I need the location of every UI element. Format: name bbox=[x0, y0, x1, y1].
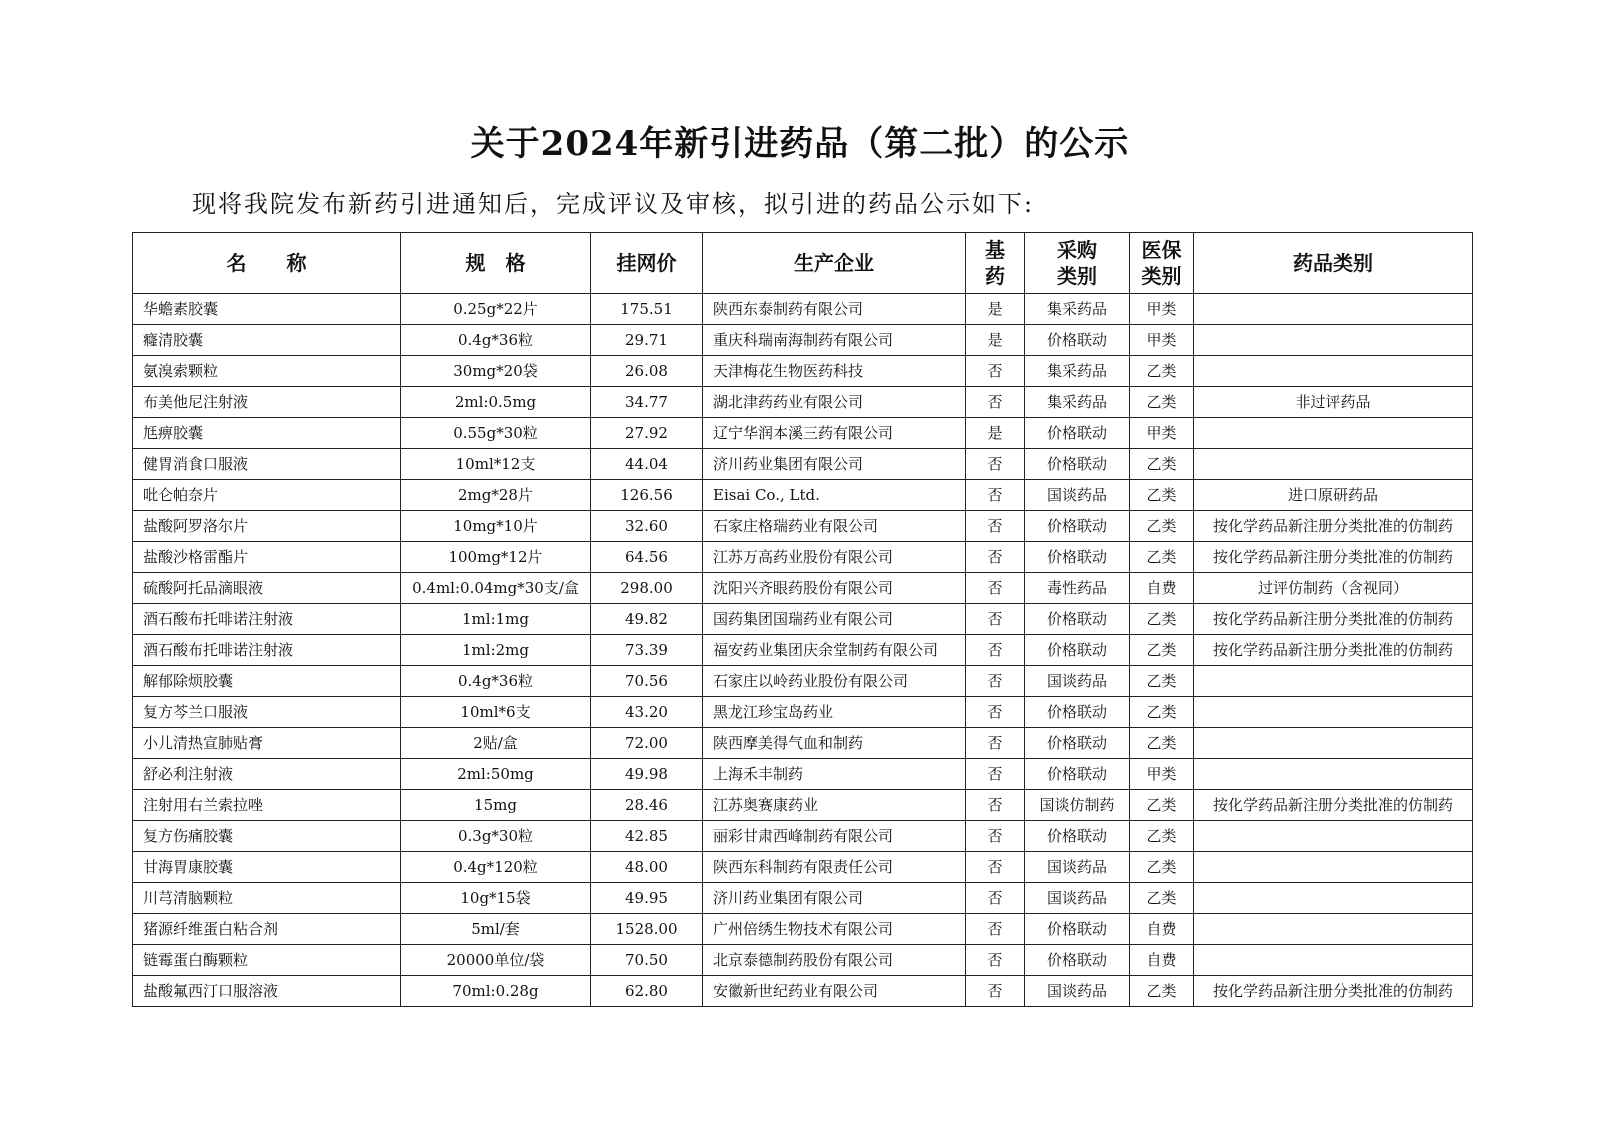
cell-spec: 0.4g*120粒 bbox=[401, 852, 591, 883]
cell-insurance: 乙类 bbox=[1130, 449, 1194, 480]
cell-purchase: 集采药品 bbox=[1025, 294, 1130, 325]
cell-essential: 否 bbox=[966, 604, 1025, 635]
cell-name: 癃清胶囊 bbox=[133, 325, 401, 356]
cell-price: 44.04 bbox=[591, 449, 703, 480]
cell-insurance: 乙类 bbox=[1130, 821, 1194, 852]
cell-name: 解郁除烦胶囊 bbox=[133, 666, 401, 697]
cell-name: 华蟾素胶囊 bbox=[133, 294, 401, 325]
cell-category: 按化学药品新注册分类批准的仿制药 bbox=[1194, 976, 1473, 1007]
cell-name: 布美他尼注射液 bbox=[133, 387, 401, 418]
table-row bbox=[133, 573, 1473, 604]
cell-name: 川芎清脑颗粒 bbox=[133, 883, 401, 914]
cell-spec: 20000单位/袋 bbox=[401, 945, 591, 976]
cell-essential: 否 bbox=[966, 480, 1025, 511]
cell-price: 29.71 bbox=[591, 325, 703, 356]
cell-essential: 否 bbox=[966, 945, 1025, 976]
table-body bbox=[133, 294, 1473, 1007]
cell-purchase: 价格联动 bbox=[1025, 325, 1130, 356]
cell-spec: 0.3g*30粒 bbox=[401, 821, 591, 852]
cell-insurance: 自费 bbox=[1130, 914, 1194, 945]
cell-essential: 否 bbox=[966, 821, 1025, 852]
cell-category: 按化学药品新注册分类批准的仿制药 bbox=[1194, 542, 1473, 573]
cell-category bbox=[1194, 883, 1473, 914]
cell-essential: 否 bbox=[966, 759, 1025, 790]
cell-company: 陕西摩美得气血和制药 bbox=[703, 728, 966, 759]
table-row bbox=[133, 821, 1473, 852]
cell-insurance: 乙类 bbox=[1130, 387, 1194, 418]
cell-company: 福安药业集团庆余堂制药有限公司 bbox=[703, 635, 966, 666]
cell-spec: 0.55g*30粒 bbox=[401, 418, 591, 449]
cell-category bbox=[1194, 852, 1473, 883]
cell-purchase: 价格联动 bbox=[1025, 542, 1130, 573]
cell-spec: 10g*15袋 bbox=[401, 883, 591, 914]
cell-price: 49.95 bbox=[591, 883, 703, 914]
cell-spec: 2贴/盒 bbox=[401, 728, 591, 759]
cell-spec: 0.4g*36粒 bbox=[401, 325, 591, 356]
cell-purchase: 毒性药品 bbox=[1025, 573, 1130, 604]
cell-essential: 否 bbox=[966, 790, 1025, 821]
cell-name: 小儿清热宣肺贴膏 bbox=[133, 728, 401, 759]
cell-essential: 否 bbox=[966, 356, 1025, 387]
cell-spec: 1ml:2mg bbox=[401, 635, 591, 666]
cell-price: 72.00 bbox=[591, 728, 703, 759]
header-price: 挂网价 bbox=[591, 233, 703, 294]
cell-price: 34.77 bbox=[591, 387, 703, 418]
header-name: 名 称 bbox=[133, 233, 401, 294]
cell-name: 吡仑帕奈片 bbox=[133, 480, 401, 511]
table-row bbox=[133, 449, 1473, 480]
cell-name: 链霉蛋白酶颗粒 bbox=[133, 945, 401, 976]
cell-insurance: 乙类 bbox=[1130, 635, 1194, 666]
cell-category: 按化学药品新注册分类批准的仿制药 bbox=[1194, 790, 1473, 821]
cell-purchase: 价格联动 bbox=[1025, 759, 1130, 790]
cell-price: 298.00 bbox=[591, 573, 703, 604]
cell-name: 盐酸阿罗洛尔片 bbox=[133, 511, 401, 542]
header-category: 药品类别 bbox=[1194, 233, 1473, 294]
table-row bbox=[133, 728, 1473, 759]
cell-purchase: 国谈药品 bbox=[1025, 480, 1130, 511]
cell-spec: 2ml:50mg bbox=[401, 759, 591, 790]
cell-purchase: 价格联动 bbox=[1025, 945, 1130, 976]
cell-essential: 否 bbox=[966, 728, 1025, 759]
cell-insurance: 乙类 bbox=[1130, 697, 1194, 728]
cell-category bbox=[1194, 759, 1473, 790]
cell-company: 安徽新世纪药业有限公司 bbox=[703, 976, 966, 1007]
cell-company: 天津梅花生物医药科技 bbox=[703, 356, 966, 387]
cell-purchase: 国谈药品 bbox=[1025, 976, 1130, 1007]
table-row bbox=[133, 697, 1473, 728]
cell-insurance: 乙类 bbox=[1130, 852, 1194, 883]
intro-paragraph: 现将我院发布新药引进通知后，完成评议及审核，拟引进的药品公示如下: bbox=[192, 190, 1035, 218]
cell-company: 济川药业集团有限公司 bbox=[703, 449, 966, 480]
cell-spec: 1ml:1mg bbox=[401, 604, 591, 635]
cell-company: 石家庄格瑞药业有限公司 bbox=[703, 511, 966, 542]
cell-company: 丽彩甘肃西峰制药有限公司 bbox=[703, 821, 966, 852]
cell-spec: 2ml:0.5mg bbox=[401, 387, 591, 418]
cell-spec: 70ml:0.28g bbox=[401, 976, 591, 1007]
cell-essential: 否 bbox=[966, 666, 1025, 697]
cell-purchase: 价格联动 bbox=[1025, 449, 1130, 480]
cell-insurance: 乙类 bbox=[1130, 511, 1194, 542]
cell-insurance: 乙类 bbox=[1130, 976, 1194, 1007]
cell-company: 济川药业集团有限公司 bbox=[703, 883, 966, 914]
cell-category bbox=[1194, 728, 1473, 759]
cell-essential: 是 bbox=[966, 418, 1025, 449]
table-row bbox=[133, 418, 1473, 449]
table-row bbox=[133, 883, 1473, 914]
cell-category bbox=[1194, 945, 1473, 976]
cell-name: 舒必利注射液 bbox=[133, 759, 401, 790]
cell-purchase: 国谈药品 bbox=[1025, 666, 1130, 697]
cell-essential: 否 bbox=[966, 697, 1025, 728]
cell-category: 非过评药品 bbox=[1194, 387, 1473, 418]
cell-price: 1528.00 bbox=[591, 914, 703, 945]
cell-purchase: 国谈药品 bbox=[1025, 883, 1130, 914]
cell-name: 酒石酸布托啡诺注射液 bbox=[133, 635, 401, 666]
cell-essential: 否 bbox=[966, 883, 1025, 914]
cell-price: 43.20 bbox=[591, 697, 703, 728]
cell-essential: 是 bbox=[966, 294, 1025, 325]
header-spec: 规 格 bbox=[401, 233, 591, 294]
cell-name: 猪源纤维蛋白粘合剂 bbox=[133, 914, 401, 945]
cell-purchase: 价格联动 bbox=[1025, 697, 1130, 728]
cell-insurance: 乙类 bbox=[1130, 356, 1194, 387]
cell-insurance: 甲类 bbox=[1130, 759, 1194, 790]
cell-purchase: 价格联动 bbox=[1025, 635, 1130, 666]
table-row bbox=[133, 914, 1473, 945]
cell-price: 73.39 bbox=[591, 635, 703, 666]
cell-purchase: 集采药品 bbox=[1025, 356, 1130, 387]
cell-insurance: 自费 bbox=[1130, 573, 1194, 604]
cell-price: 70.56 bbox=[591, 666, 703, 697]
cell-essential: 否 bbox=[966, 542, 1025, 573]
cell-insurance: 甲类 bbox=[1130, 325, 1194, 356]
cell-spec: 0.25g*22片 bbox=[401, 294, 591, 325]
cell-essential: 否 bbox=[966, 635, 1025, 666]
header-company: 生产企业 bbox=[703, 233, 966, 294]
cell-company: 广州倍绣生物技术有限公司 bbox=[703, 914, 966, 945]
cell-category bbox=[1194, 821, 1473, 852]
cell-category bbox=[1194, 914, 1473, 945]
cell-company: 上海禾丰制药 bbox=[703, 759, 966, 790]
cell-category: 按化学药品新注册分类批准的仿制药 bbox=[1194, 604, 1473, 635]
cell-purchase: 价格联动 bbox=[1025, 728, 1130, 759]
cell-price: 62.80 bbox=[591, 976, 703, 1007]
table-row bbox=[133, 790, 1473, 821]
cell-price: 70.50 bbox=[591, 945, 703, 976]
cell-spec: 2mg*28片 bbox=[401, 480, 591, 511]
cell-purchase: 集采药品 bbox=[1025, 387, 1130, 418]
cell-price: 49.82 bbox=[591, 604, 703, 635]
cell-essential: 否 bbox=[966, 573, 1025, 604]
table-row bbox=[133, 976, 1473, 1007]
cell-company: 北京泰德制药股份有限公司 bbox=[703, 945, 966, 976]
drug-table bbox=[132, 232, 1473, 1007]
cell-purchase: 价格联动 bbox=[1025, 418, 1130, 449]
page-title: 关于2024年新引进药品（第二批）的公示 bbox=[470, 124, 1130, 164]
cell-name: 硫酸阿托品滴眼液 bbox=[133, 573, 401, 604]
cell-name: 复方伤痛胶囊 bbox=[133, 821, 401, 852]
table-row bbox=[133, 604, 1473, 635]
cell-purchase: 国谈仿制药 bbox=[1025, 790, 1130, 821]
table-row bbox=[133, 759, 1473, 790]
cell-insurance: 乙类 bbox=[1130, 666, 1194, 697]
cell-name: 注射用右兰索拉唑 bbox=[133, 790, 401, 821]
cell-name: 尪痹胶囊 bbox=[133, 418, 401, 449]
cell-company: 陕西东科制药有限责任公司 bbox=[703, 852, 966, 883]
cell-company: 江苏奥赛康药业 bbox=[703, 790, 966, 821]
table-row bbox=[133, 635, 1473, 666]
cell-spec: 10ml*12支 bbox=[401, 449, 591, 480]
cell-insurance: 乙类 bbox=[1130, 542, 1194, 573]
header-insurance: 医保 类别 bbox=[1130, 233, 1194, 294]
cell-purchase: 价格联动 bbox=[1025, 511, 1130, 542]
cell-name: 健胃消食口服液 bbox=[133, 449, 401, 480]
cell-price: 126.56 bbox=[591, 480, 703, 511]
table-row bbox=[133, 356, 1473, 387]
cell-spec: 0.4ml:0.04mg*30支/盒 bbox=[401, 573, 591, 604]
cell-price: 32.60 bbox=[591, 511, 703, 542]
cell-insurance: 甲类 bbox=[1130, 294, 1194, 325]
cell-name: 盐酸氟西汀口服溶液 bbox=[133, 976, 401, 1007]
cell-category bbox=[1194, 666, 1473, 697]
cell-category: 按化学药品新注册分类批准的仿制药 bbox=[1194, 635, 1473, 666]
cell-company: 陕西东泰制药有限公司 bbox=[703, 294, 966, 325]
cell-purchase: 价格联动 bbox=[1025, 821, 1130, 852]
cell-spec: 10mg*10片 bbox=[401, 511, 591, 542]
cell-category bbox=[1194, 697, 1473, 728]
cell-name: 酒石酸布托啡诺注射液 bbox=[133, 604, 401, 635]
cell-spec: 100mg*12片 bbox=[401, 542, 591, 573]
cell-essential: 否 bbox=[966, 852, 1025, 883]
cell-category bbox=[1194, 418, 1473, 449]
cell-essential: 否 bbox=[966, 387, 1025, 418]
cell-price: 48.00 bbox=[591, 852, 703, 883]
cell-company: Eisai Co., Ltd. bbox=[703, 480, 966, 511]
cell-price: 175.51 bbox=[591, 294, 703, 325]
cell-essential: 否 bbox=[966, 914, 1025, 945]
table-row bbox=[133, 852, 1473, 883]
cell-company: 湖北津药药业有限公司 bbox=[703, 387, 966, 418]
cell-insurance: 乙类 bbox=[1130, 728, 1194, 759]
cell-category bbox=[1194, 449, 1473, 480]
cell-category bbox=[1194, 294, 1473, 325]
header-essential: 基 药 bbox=[966, 233, 1025, 294]
cell-company: 重庆科瑞南海制药有限公司 bbox=[703, 325, 966, 356]
cell-company: 沈阳兴齐眼药股份有限公司 bbox=[703, 573, 966, 604]
table-row bbox=[133, 945, 1473, 976]
table-header-row bbox=[133, 233, 1473, 294]
cell-price: 49.98 bbox=[591, 759, 703, 790]
cell-spec: 0.4g*36粒 bbox=[401, 666, 591, 697]
table-row bbox=[133, 480, 1473, 511]
cell-category: 进口原研药品 bbox=[1194, 480, 1473, 511]
cell-purchase: 国谈药品 bbox=[1025, 852, 1130, 883]
cell-insurance: 乙类 bbox=[1130, 480, 1194, 511]
cell-company: 辽宁华润本溪三药有限公司 bbox=[703, 418, 966, 449]
table-row bbox=[133, 666, 1473, 697]
table-row bbox=[133, 542, 1473, 573]
cell-name: 甘海胃康胶囊 bbox=[133, 852, 401, 883]
cell-price: 26.08 bbox=[591, 356, 703, 387]
cell-price: 64.56 bbox=[591, 542, 703, 573]
cell-name: 氨溴索颗粒 bbox=[133, 356, 401, 387]
cell-spec: 30mg*20袋 bbox=[401, 356, 591, 387]
cell-insurance: 乙类 bbox=[1130, 604, 1194, 635]
cell-essential: 否 bbox=[966, 449, 1025, 480]
cell-purchase: 价格联动 bbox=[1025, 604, 1130, 635]
cell-price: 28.46 bbox=[591, 790, 703, 821]
cell-purchase: 价格联动 bbox=[1025, 914, 1130, 945]
table-row bbox=[133, 325, 1473, 356]
cell-price: 42.85 bbox=[591, 821, 703, 852]
cell-essential: 是 bbox=[966, 325, 1025, 356]
cell-company: 国药集团国瑞药业有限公司 bbox=[703, 604, 966, 635]
cell-category: 按化学药品新注册分类批准的仿制药 bbox=[1194, 511, 1473, 542]
cell-category: 过评仿制药（含视同） bbox=[1194, 573, 1473, 604]
header-purchase: 采购 类别 bbox=[1025, 233, 1130, 294]
cell-insurance: 自费 bbox=[1130, 945, 1194, 976]
cell-category bbox=[1194, 325, 1473, 356]
cell-insurance: 甲类 bbox=[1130, 418, 1194, 449]
cell-name: 复方芩兰口服液 bbox=[133, 697, 401, 728]
cell-spec: 15mg bbox=[401, 790, 591, 821]
cell-spec: 10ml*6支 bbox=[401, 697, 591, 728]
cell-price: 27.92 bbox=[591, 418, 703, 449]
cell-spec: 5ml/套 bbox=[401, 914, 591, 945]
cell-essential: 否 bbox=[966, 511, 1025, 542]
cell-category bbox=[1194, 356, 1473, 387]
cell-insurance: 乙类 bbox=[1130, 790, 1194, 821]
cell-name: 盐酸沙格雷酯片 bbox=[133, 542, 401, 573]
table-row bbox=[133, 294, 1473, 325]
table-row bbox=[133, 511, 1473, 542]
cell-essential: 否 bbox=[966, 976, 1025, 1007]
cell-company: 黑龙江珍宝岛药业 bbox=[703, 697, 966, 728]
cell-company: 石家庄以岭药业股份有限公司 bbox=[703, 666, 966, 697]
table-row bbox=[133, 387, 1473, 418]
cell-insurance: 乙类 bbox=[1130, 883, 1194, 914]
cell-company: 江苏万高药业股份有限公司 bbox=[703, 542, 966, 573]
